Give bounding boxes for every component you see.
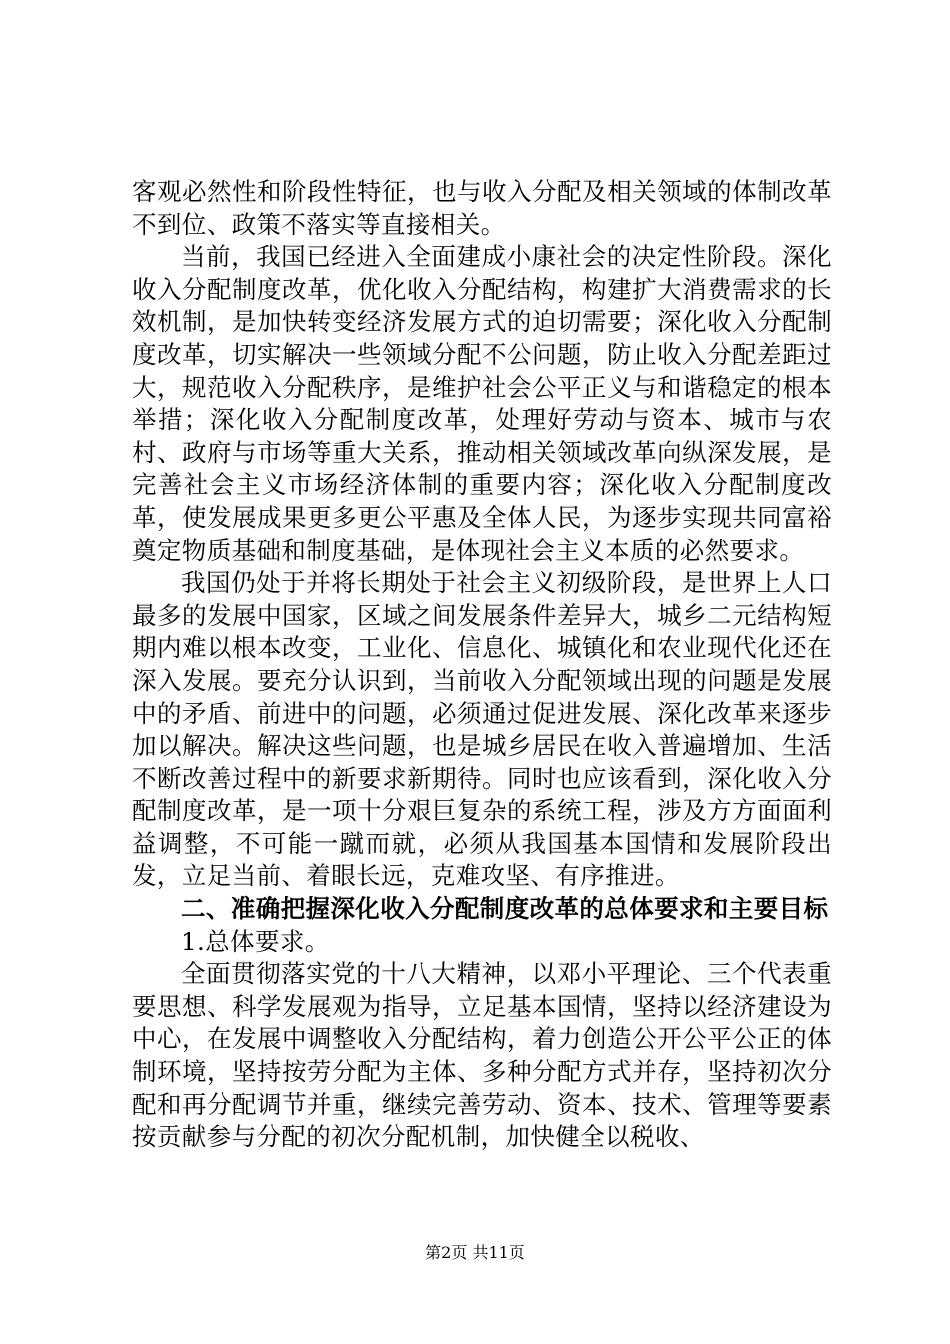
paragraph-current-stage: 当前，我国已经进入全面建成小康社会的决定性阶段。深化收入分配制度改革，优化收入分配结构，构建扩大消费需求的长效机制，是加快转变经济发展方式的迫切需要；深化收入分配制度改革，切实解决一些领域分配不公问题，防止收入分配差距过大，规范收入分配秩序，是维护社会公平正义与和谐稳定的根本举措；深化收入分配制度改革，处理好劳动与资本、城市与农村、政府与市场等重大关系，推动相关领域改革向纵深发展，是完善社会主义市场经济体制的重要内容；深化收入分配制度改革，使发展成果更多更公平惠及全体人民，为逐步实现共同富裕奠定物质基础和制度基础，是体现社会主义本质的必然要求。 [132,242,832,565]
document-body [132,176,832,1154]
subsection-heading: 1.总体要求。 [181,926,330,956]
section-heading: 二、准确把握深化收入分配制度改革的总体要求和主要目标 [181,894,829,924]
paragraph-continuation: 客观必然性和阶段性特征，也与收入分配及相关领域的体制改革不到位、政策不落实等直接相关。 [132,177,832,239]
page-number-footer: 第2页 共11页 [425,1243,525,1262]
paragraph-primary-stage: 我国仍处于并将长期处于社会主义初级阶段，是世界上人口最多的发展中国家，区域之间发展条件差异大，城乡二元结构短期内难以根本改变，工业化、信息化、城镇化和农业现代化还在深入发展。要充分认识到，当前收入分配领域出现的问题是发展中的矛盾、前进中的问题，必须通过促进发展、深化改革来逐步加以解决。解决这些问题，也是城乡居民在收入普遍增加、生活不断改善过程中的新要求新期待。同时也应该看到，深化收入分配制度改革，是一项十分艰巨复杂的系统工程，涉及方方面面利益调整，不可能一蹴而就，必须从我国基本国情和发展阶段出发，立足当前、着眼长远，克难攻坚、有序推进。 [132,568,832,891]
paragraph-general-requirements: 全面贯彻落实党的十八大精神，以邓小平理论、三个代表重要思想、科学发展观为指导，立足基本国情，坚持以经济建设为中心，在发展中调整收入分配结构，着力创造公开公平公正的体制环境，坚持按劳分配为主体、多种分配方式并存，坚持初次分配和再分配调节并重，继续完善劳动、资本、技术、管理等要素按贡献参与分配的初次分配机制，加快健全以税收、 [132,959,832,1152]
